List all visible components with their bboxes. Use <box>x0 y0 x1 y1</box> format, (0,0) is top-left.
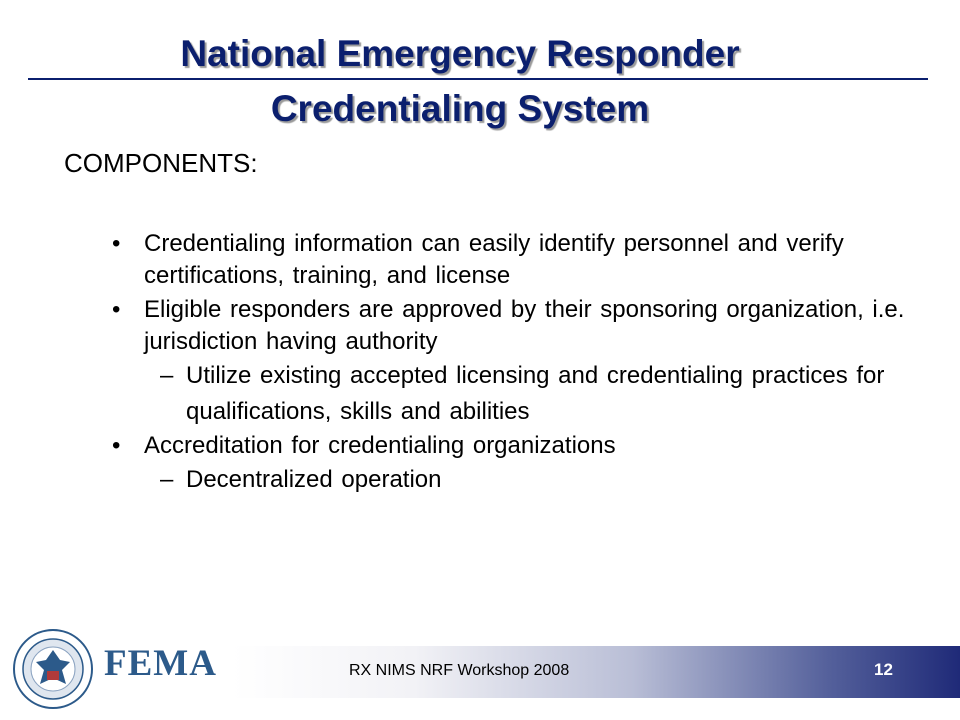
page-number: 12 <box>874 660 893 679</box>
footer-bar <box>232 646 960 698</box>
bullet-text: Credentialing information can easily identify personnel and verify certifications, training, and license <box>144 230 844 289</box>
footer-text: RX NIMS NRF Workshop 2008 <box>349 662 570 679</box>
sub-bullet-marker: – <box>160 466 174 493</box>
title-divider <box>28 78 928 80</box>
bullet-item <box>110 430 910 462</box>
sub-bullet-text: Utilize existing accepted licensing and credentialing practices for qualifications, skills and abilities <box>186 362 885 425</box>
slide-title <box>0 26 920 136</box>
components-heading: COMPONENTS: <box>64 148 258 178</box>
bullet-list <box>110 228 910 498</box>
fema-logo: FEMA <box>104 643 217 684</box>
bullet-text: Eligible responders are approved by their sponsoring organization, i.e. jurisdiction having authority <box>144 296 905 355</box>
bullet-marker: • <box>112 432 121 459</box>
bullet-item <box>110 294 910 358</box>
slide-title-line-1: National Emergency Responder <box>180 33 740 74</box>
slide-title-line-2: Credentialing System <box>270 88 650 129</box>
sub-bullet-item <box>110 462 910 498</box>
dhs-seal-icon <box>12 628 94 710</box>
bullet-text: Accreditation for credentialing organizations <box>144 432 616 459</box>
bullet-marker: • <box>112 230 121 257</box>
sub-bullet-text: Decentralized operation <box>186 466 442 493</box>
sub-bullet-item <box>110 358 910 430</box>
bullet-marker: • <box>112 296 121 323</box>
bullet-item <box>110 228 910 292</box>
sub-bullet-marker: – <box>160 362 174 389</box>
